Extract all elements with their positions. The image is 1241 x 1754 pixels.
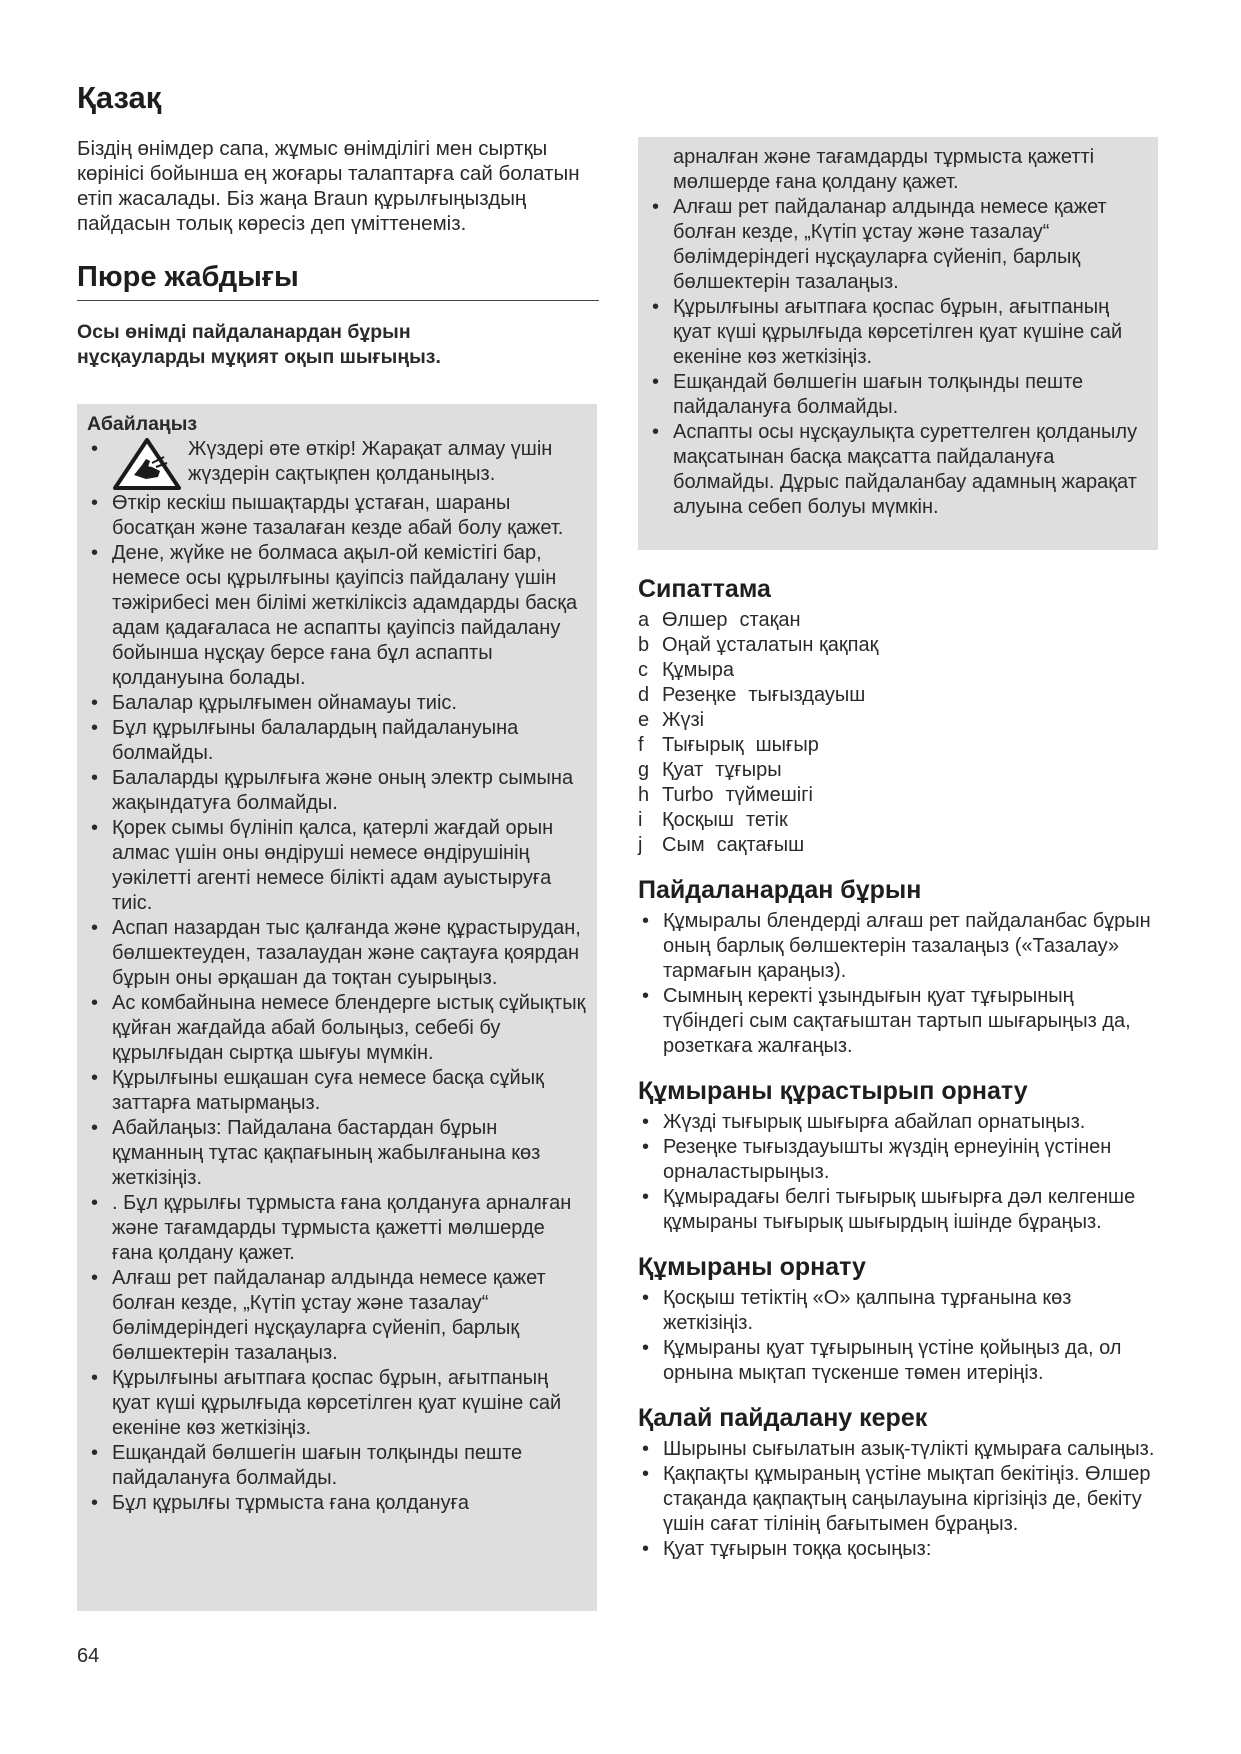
part-letter: a	[638, 609, 650, 631]
warning-title: Абайлаңыз	[87, 413, 198, 436]
assembly-list	[638, 1110, 1158, 1235]
warning-item: • Бұл құрылғыны балалардың пайдалануына болмайды.	[87, 716, 587, 766]
part-letter: g	[638, 759, 650, 781]
how-to-use-title: Қалай пайдалану керек	[638, 1404, 928, 1432]
parts-list	[638, 608, 1158, 858]
description-title: Сипаттама	[638, 575, 771, 603]
before-use-item: • Сымның керекті ұзындығын қуат тұғырының түбіндегі сым сақтағыштан тартып шығарыңыз да, розеткаға жалғаңыз.	[638, 984, 1158, 1059]
warning-cont-list	[648, 145, 1148, 520]
mounting-title: Құмыраны орнату	[638, 1253, 866, 1281]
warning-item	[87, 437, 587, 491]
right-column	[638, 137, 1158, 1562]
how-to-use-list	[638, 1437, 1158, 1562]
product-title: Пюре жабдығы	[77, 260, 599, 302]
part-letter: d	[638, 684, 650, 706]
part-name-2: тұғыры	[715, 759, 782, 781]
part-letter: b	[638, 634, 650, 656]
mounting-item: • Қосқыш тетіктің «O» қалпына тұрғанына көз жеткізіңіз.	[638, 1286, 1158, 1336]
part-name-2: сақтағыш	[716, 834, 805, 856]
assembly-title: Құмыраны құрастырып орнату	[638, 1077, 1028, 1105]
part-name: Резеңке	[662, 684, 737, 706]
left-column	[77, 80, 599, 1611]
assembly-item: • Құмырадағы белгі тығырық шығырға дәл келгенше құмыраны тығырық шығырдың ішінде бұраңыз.	[638, 1185, 1158, 1235]
part-letter: h	[638, 784, 650, 806]
warning-item: • Ешқандай бөлшегін шағын толқынды пеште пайдалануға болмайды.	[87, 1441, 587, 1491]
before-use-item: • Құмыралы блендерді алғаш рет пайдаланбас бұрын оның барлық бөлшектерін тазалаңыз («Тазалау» тармағын қараңыз).	[638, 909, 1158, 984]
warning-item-text: • Жүздері өте өткір! Жарақат алмау үшін жүздерін сақтықпен қолданыңыз.	[188, 438, 553, 486]
page-number: 64	[77, 1645, 100, 1667]
part-letter: e	[638, 709, 650, 731]
part-name: Өлшер	[662, 609, 728, 631]
warning-list	[87, 437, 587, 1516]
read-first-notice: Осы өнімді пайдаланардан бұрын нұсқауларды мұқият оқып шығыңыз.	[77, 321, 441, 369]
warning-cont-item: • Құрылғыны ағытпаға қоспас бұрын, ағытпаның қуат күші құрылғыда көрсетілген қуат күшіне сай екеніне көз жеткізіңіз.	[648, 295, 1148, 370]
before-use-list	[638, 909, 1158, 1059]
language-heading: Қазақ	[77, 80, 162, 115]
part-name-2: стақан	[739, 609, 801, 631]
part-item	[638, 808, 1158, 833]
part-item	[638, 833, 1158, 858]
part-item	[638, 758, 1158, 783]
assembly-item: • Жүзді тығырық шығырға абайлап орнатыңыз.	[638, 1110, 1158, 1135]
part-item	[638, 783, 1158, 808]
warning-item: • Алғаш рет пайдаланар алдында немесе қажет болған кезде, „Күтіп ұстау және тазалау“ бөлімдеріндегі нұсқауларға сүйеніп, барлық бөлшектерін тазалаңыз.	[87, 1266, 587, 1366]
part-letter: f	[638, 734, 644, 756]
part-name: Құмыра	[662, 659, 735, 681]
part-item	[638, 633, 1158, 658]
part-letter: j	[638, 834, 643, 856]
part-name: Сым	[662, 834, 705, 856]
warning-cont-lead-text: арналған және тағамдарды тұрмыста қажетті мөлшерде ғана қолдану қажет.	[673, 146, 1095, 193]
mounting-item: • Құмыраны қуат тұғырының үстіне қойыңыз да, ол орнына мықтап түскенше төмен итеріңіз.	[638, 1336, 1158, 1386]
mounting-list	[638, 1286, 1158, 1386]
assembly-item: • Резеңке тығыздауышты жүздің ернеуінің үстінен орналастырыңыз.	[638, 1135, 1158, 1185]
warning-item: • Өткір кескіш пышақтарды ұстаған, шараны босатқан және тазалаған кезде абай болу қажет.	[87, 491, 587, 541]
part-letter: c	[638, 659, 648, 681]
part-item	[638, 608, 1158, 633]
warning-item: • . Бұл құрылғы тұрмыста ғана қолдануға арналған және тағамдарды тұрмыста қажетті мөлшерде ғана қолдану қажет.	[87, 1191, 587, 1266]
part-name: Жүзі	[662, 709, 705, 731]
part-name: Оңай ұсталатын қақпақ	[662, 634, 879, 656]
warning-item: • Құрылғыны ағытпаға қоспас бұрын, ағытпаның қуат күші құрылғыда көрсетілген қуат күшіне сай екеніне көз жеткізіңіз.	[87, 1366, 587, 1441]
warning-box	[77, 404, 597, 1611]
warning-item: • Ас комбайнына немесе блендерге ыстық сұйықтық құйған жағдайда абай болыңыз, себебі бу құрылғыдан сыртқа шығуы мүмкін.	[87, 991, 587, 1066]
part-name: Turbo	[662, 784, 714, 806]
part-item	[638, 683, 1158, 708]
warning-box-continued	[638, 137, 1158, 550]
intro-paragraph: Біздің өнімдер сапа, жұмыс өнімділігі мен сыртқы көрінісі бойынша ең жоғары талаптарға сай болатын етіп жасалады. Біз жаңа Braun құрылғыңыздың пайдасын толық көресіз деп үміттенеміз.	[77, 136, 580, 235]
warning-item: • Құрылғыны ешқашан суға немесе басқа сұйық заттарға матырмаңыз.	[87, 1066, 587, 1116]
warning-cont-lead	[648, 145, 1148, 195]
part-item	[638, 708, 1158, 733]
warning-item: • Аспап назардан тыс қалғанда және құрастырудан, бөлшектеуден, тазалаудан және сақтауға қоярдан бұрын оны әрқашан да тоқтан суырыңыз.	[87, 916, 587, 991]
how-to-use-item: • Қуат тұғырын тоққа қосыңыз:	[638, 1537, 1158, 1562]
part-item	[638, 658, 1158, 683]
how-to-use-item: • Шырыны сығылатын азық-түлікті құмыраға салыңыз.	[638, 1437, 1158, 1462]
part-name-2: тетік	[745, 809, 788, 831]
part-name-2: шығыр	[755, 734, 819, 756]
warning-item: • Балаларды құрылғыға және оның электр сымына жақындатуға болмайды.	[87, 766, 587, 816]
warning-item: • Абайлаңыз: Пайдалана бастардан бұрын құманның тұтас қақпағының жабылғанына көз жеткізіңіз.	[87, 1116, 587, 1191]
part-item	[638, 733, 1158, 758]
warning-cont-item: • Алғаш рет пайдаланар алдында немесе қажет болған кезде, „Күтіп ұстау және тазалау“ бөлімдеріндегі нұсқауларға сүйеніп, барлық бөлшектерін тазалаңыз.	[648, 195, 1148, 295]
part-letter: i	[638, 809, 643, 831]
warning-cont-item: • Ешқандай бөлшегін шағын толқынды пеште пайдалануға болмайды.	[648, 370, 1148, 420]
part-name: Қуат	[662, 759, 704, 781]
part-name: Қосқыш	[662, 809, 734, 831]
hand-blade-warning-icon	[112, 437, 182, 491]
part-name-2: түймешігі	[725, 784, 813, 806]
warning-item: • Дене, жүйке не болмаса ақыл-ой кемістігі бар, немесе осы құрылғыны қауіпсіз пайдалану үшін тәжірибесі мен білімі жеткіліксіз адамдарды басқа адам қадағаласа не аспапты қауіпсіз пайдалану бойынша нұсқау берсе ғана бұл аспапты қолдануына болады.	[87, 541, 587, 691]
before-use-title: Пайдаланардан бұрын	[638, 876, 922, 904]
warning-cont-item: • Аспапты осы нұсқаулықта суреттелген қолданылу мақсатынан басқа мақсатта пайдалануға болмайды. Дұрыс пайдаланбау адамның жарақат алуына себеп болуы мүмкін.	[648, 420, 1148, 520]
part-name: Тығырық	[662, 734, 744, 756]
part-name-2: тығыздауыш	[748, 684, 866, 706]
warning-item: • Қорек сымы бүлініп қалса, қатерлі жағдай орын алмас үшін оны өндіруші немесе өндірушінің уәкілетті агенті немесе білікті адам ауыстыруға тиіс.	[87, 816, 587, 916]
how-to-use-item: • Қақпақты құмыраның үстіне мықтап бекітіңіз. Өлшер стақанда қақпақтың саңылауына кіргізіңіз де, бекіту үшін сағат тілінің бағытымен бұраңыз.	[638, 1462, 1158, 1537]
warning-item: • Бұл құрылғы тұрмыста ғана қолдануға	[87, 1491, 587, 1516]
warning-item: • Балалар құрылғымен ойнамауы тиіс.	[87, 691, 587, 716]
